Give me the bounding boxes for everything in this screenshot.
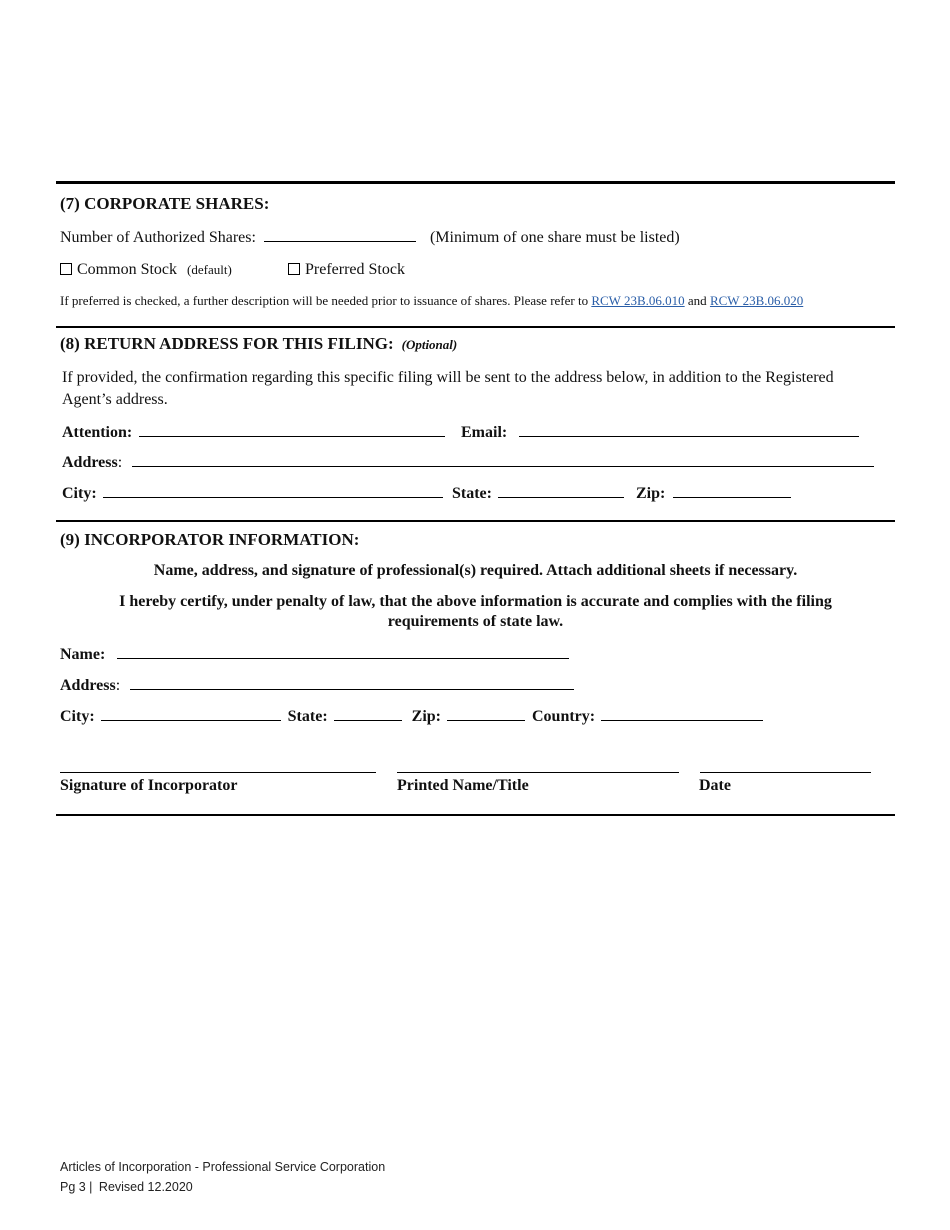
incorporator-name-field[interactable] [117, 644, 569, 659]
preferred-stock-option[interactable] [288, 261, 405, 279]
incorporator-name-label: Name: [60, 646, 106, 663]
preferred-stock-label: Preferred Stock [305, 261, 405, 278]
section-8-heading-row [60, 334, 457, 354]
address-row [62, 452, 874, 472]
incorporator-country-field[interactable] [601, 706, 763, 721]
email-field[interactable] [519, 422, 859, 437]
city-row [62, 483, 443, 503]
email-label: Email: [461, 424, 508, 441]
footer-page-row [60, 1180, 193, 1194]
section-divider [56, 181, 895, 184]
footer-title: Articles of Incorporation - Professional Service Corporation [60, 1160, 386, 1174]
date-line[interactable] [700, 772, 871, 773]
city-label: City: [62, 485, 97, 502]
address-colon: : [117, 454, 123, 471]
authorized-shares-label: Number of Authorized Shares: [60, 229, 256, 246]
rcw-link-1[interactable]: RCW 23B.06.010 [591, 293, 685, 308]
address-label: Address [62, 454, 118, 471]
footer-revised: Revised 12.2020 [98, 1180, 193, 1194]
state-label: State: [452, 485, 492, 502]
incorporator-zip-field[interactable] [447, 706, 525, 721]
incorporator-zip-label: Zip: [411, 708, 441, 725]
incorporator-address-row [60, 675, 574, 695]
instruction-text: Name, address, and signature of professional(s) required. Attach additional sheets if necessary. [153, 562, 798, 579]
state-row [452, 483, 624, 503]
section-8-heading: (8) RETURN ADDRESS FOR THIS FILING: [60, 334, 394, 353]
preferred-stock-checkbox[interactable] [288, 263, 300, 275]
common-stock-label: Common Stock [77, 261, 178, 278]
attention-row [62, 422, 445, 442]
common-stock-note: (default) [187, 262, 232, 277]
incorporator-address-field[interactable] [130, 675, 574, 690]
address-field[interactable] [132, 452, 874, 467]
common-stock-checkbox[interactable] [60, 263, 72, 275]
signature-line[interactable] [60, 772, 376, 773]
section-8-description-1: If provided, the confirmation regarding this specific filing will be sent to the address below, in addition to the Registered [62, 369, 834, 386]
date-label: Date [699, 777, 731, 794]
authorized-shares-row [60, 227, 680, 247]
section-7-heading: (7) CORPORATE SHARES: [60, 194, 270, 213]
zip-field[interactable] [673, 483, 791, 498]
certify-line-1: I hereby certify, under penalty of law, that the above information is accurate and complies with the filing [119, 593, 832, 610]
state-field[interactable] [498, 483, 624, 498]
rcw-link-2[interactable]: RCW 23B.06.020 [709, 293, 804, 308]
preferred-note-line [60, 293, 803, 309]
section-8-description-2: Agent’s address. [62, 391, 168, 408]
incorporator-state-label: State: [287, 708, 328, 725]
printed-name-line[interactable] [397, 772, 679, 773]
incorporator-city-label: City: [60, 708, 95, 725]
zip-row [636, 483, 791, 503]
optional-tag: (Optional) [401, 337, 458, 352]
city-field[interactable] [103, 483, 443, 498]
authorized-shares-field[interactable] [264, 227, 416, 242]
email-row [461, 422, 859, 442]
incorporator-address-label: Address [60, 677, 116, 694]
footer-page: Pg 3 | [60, 1180, 93, 1194]
and-text: and [687, 293, 707, 308]
section-9-heading: (9) INCORPORATOR INFORMATION: [60, 530, 360, 549]
signature-label: Signature of Incorporator [60, 777, 238, 794]
preferred-note-text: If preferred is checked, a further description will be needed prior to issuance of shares. Please refer to [60, 293, 589, 308]
certify-line-2: requirements of state law. [387, 613, 564, 630]
printed-name-label: Printed Name/Title [397, 777, 529, 794]
attention-label: Attention: [62, 424, 133, 441]
section-divider [56, 814, 895, 816]
section-divider [56, 520, 895, 522]
incorporator-address-colon: : [115, 677, 121, 694]
incorporator-city-row [60, 706, 763, 726]
zip-label: Zip: [636, 485, 666, 502]
incorporator-name-row [60, 644, 569, 664]
attention-field[interactable] [139, 422, 445, 437]
incorporator-state-field[interactable] [334, 706, 402, 721]
incorporator-city-field[interactable] [101, 706, 281, 721]
authorized-shares-note: (Minimum of one share must be listed) [429, 229, 680, 246]
section-divider [56, 326, 895, 328]
incorporator-country-label: Country: [531, 708, 596, 725]
common-stock-option[interactable] [60, 261, 232, 279]
